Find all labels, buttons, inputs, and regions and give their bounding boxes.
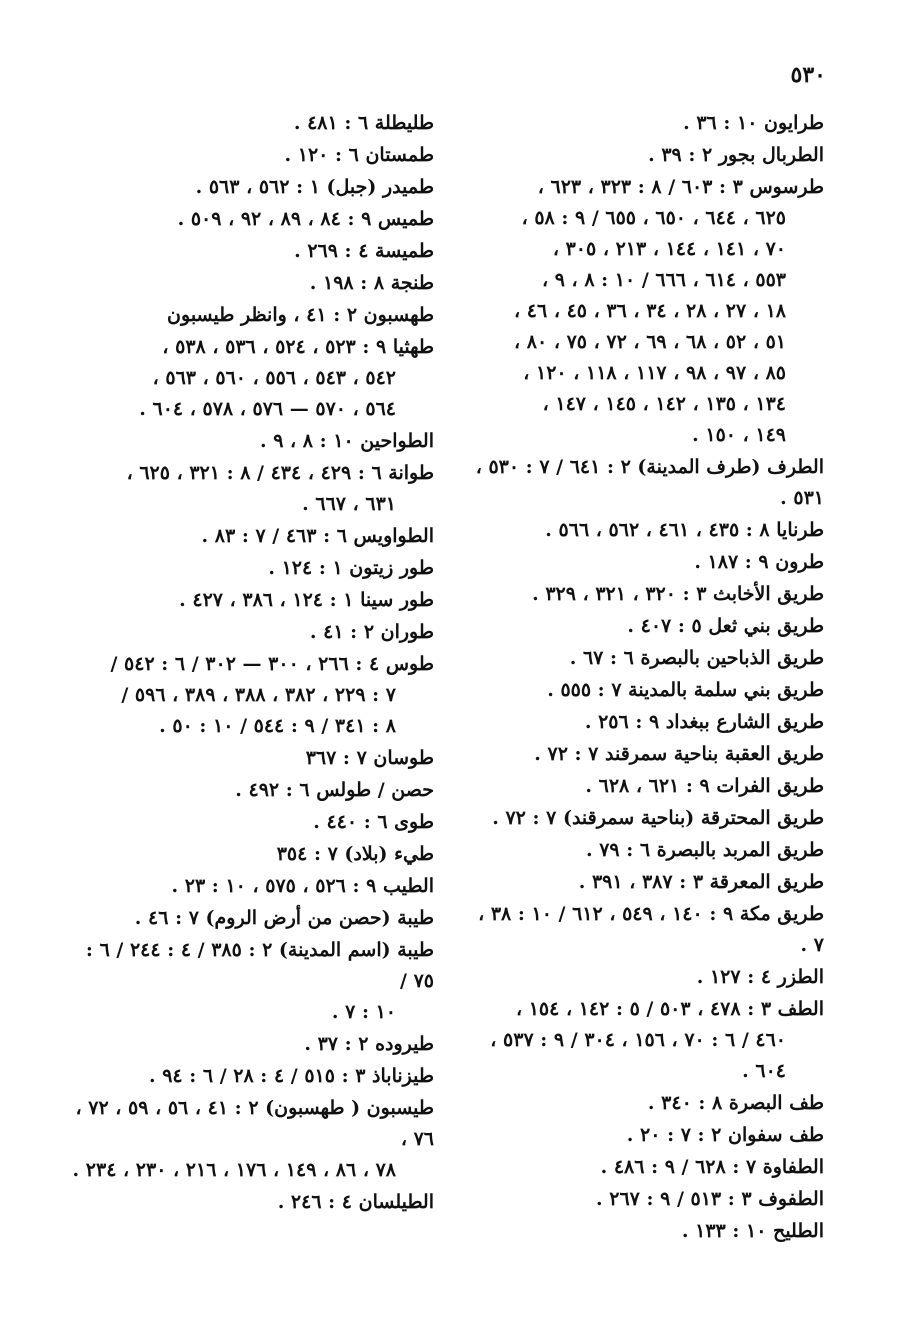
- entry-headline: طريق المربد بالبصرة ٦ : ٧٩ .: [585, 839, 824, 861]
- entry-headline: طوانة ٦ : ٤٢٩ ، ٤٣٤ / ٨ : ٣٢١ ، ٦٢٥ ،: [126, 462, 434, 484]
- index-entry: [69, 1061, 434, 1092]
- entry-headline: الطفوف ٣ : ٥١٣ / ٩ : ٢٦٧ .: [596, 1188, 824, 1210]
- entry-headline: طليطلة ٦ : ٤٨١ .: [293, 112, 434, 134]
- index-entry: [69, 743, 434, 774]
- entry-continuation: ٨ : ٣٤١ / ٩ : ٥٤٤ / ١٠ : ٥٠ .: [159, 715, 396, 737]
- index-entry: [69, 617, 434, 648]
- index-entry: [464, 515, 824, 546]
- index-entry: [464, 140, 824, 171]
- entry-headline: طهثيا ٩ : ٥٢٣ ، ٥٢٤ ، ٥٣٦ ، ٥٣٨ ،: [162, 336, 434, 358]
- index-entry: [464, 611, 824, 642]
- index-entry: [69, 553, 434, 584]
- index-entry: [464, 771, 824, 802]
- index-entry: [464, 675, 824, 706]
- index-entry: [69, 807, 434, 838]
- entry-continuation: ٥٥٣ ، ٦١٤ ، ٦٦٦ / ١٠ : ٨ ، ٩ ،: [541, 269, 786, 291]
- index-entry: [464, 172, 824, 451]
- entry-continuation: ١٤٩ ، ١٥٠ .: [692, 424, 786, 446]
- entry-continuation: ٥٦٤ ، ٥٧٠ — ٥٧٦ ، ٥٧٨ ، ٦٠٤ .: [139, 398, 396, 420]
- entry-headline: الطيب ٩ : ٥٢٦ ، ٥٧٥ ، ١٠ : ٢٣ .: [171, 875, 434, 897]
- entry-headline: طيء (بلاد) ٧ : ٣٥٤: [276, 843, 434, 865]
- entry-headline: طريق الذباحين بالبصرة ٦ : ٦٧ .: [569, 647, 824, 669]
- index-entry: [69, 1187, 434, 1218]
- page-number: ٥٣٠: [790, 62, 826, 88]
- entry-headline: طيروده ٢ : ٣٧ .: [304, 1033, 434, 1055]
- entry-headline: طرسوس ٣ : ٦٠٣ / ٨ : ٣٢٣ ، ٦٢٣ ،: [537, 176, 824, 198]
- index-entry: [69, 172, 434, 203]
- index-entry: [464, 899, 824, 961]
- entry-headline: طوى ٦ : ٤٤٠ .: [313, 811, 434, 833]
- entry-headline: طرنايا ٨ : ٤٣٥ ، ٤٦١ ، ٥٦٢ ، ٥٦٦ .: [545, 519, 824, 541]
- entry-headline: طميس ٩ : ٨٤ ، ٨٩ ، ٩٢ ، ٥٠٩ .: [177, 208, 434, 230]
- index-entry: [69, 871, 434, 902]
- entry-headline: الطواويس ٦ : ٤٦٣ / ٧ : ٨٣ .: [201, 525, 434, 547]
- entry-headline: طريق الشارع ببغداد ٩ : ٢٥٦ .: [584, 711, 824, 733]
- entry-headline: طريق العقبة بناحية سمرقند ٧ : ٧٢ .: [534, 743, 824, 765]
- index-entry: [464, 1088, 824, 1119]
- index-entry: [464, 1152, 824, 1183]
- index-entry: [464, 108, 824, 139]
- entry-headline: طيبة (حصن من أرض الروم) ٧ : ٤٦ .: [134, 907, 434, 929]
- entry-headline: حصن / طولس ٦ : ٤٩٢ .: [235, 779, 434, 801]
- entry-headline: طف البصرة ٨ : ٣٤٠ .: [647, 1092, 824, 1114]
- entry-continuation: ٧٠ ، ١٤١ ، ١٤٤ ، ٢١٣ ، ٣٠٥ ،: [552, 238, 786, 260]
- entry-headline: طيسبون ( طهسبون) ٢ : ٤١ ، ٥٦ ، ٥٩ ، ٧٢ ، ٧٦ ،: [75, 1097, 434, 1150]
- index-entry: [69, 649, 434, 742]
- entry-headline: طميسة ٤ : ٢٦٩ .: [294, 240, 434, 262]
- index-entry: [69, 521, 434, 552]
- entry-headline: الطف ٣ : ٤٧٨ ، ٥٠٣ / ٥ : ١٤٢ ، ١٥٤ ،: [515, 998, 824, 1020]
- entry-headline: طريق بني سلمة بالمدينة ٧ : ٥٥٥ .: [547, 679, 824, 701]
- index-entry: [464, 707, 824, 738]
- entry-headline: طريق بني ثعل ٥ : ٤٠٧ .: [627, 615, 824, 637]
- index-entry: [69, 426, 434, 457]
- entry-headline: الطزر ٤ : ١٢٧ .: [696, 966, 824, 988]
- index-entry: [69, 839, 434, 870]
- entry-headline: طرايون ١٠ : ٣٦ .: [683, 112, 824, 134]
- index-entry: [464, 835, 824, 866]
- index-entry: [464, 739, 824, 770]
- entry-headline: طوسان ٧ : ٣٦٧: [305, 747, 434, 769]
- entry-continuation: ٤٦٠ / ٦ : ٧٠ ، ١٥٦ ، ٣٠٤ / ٩ : ٥٣٧ ، ٦٠٤ .: [490, 1029, 786, 1082]
- index-entry: [69, 935, 434, 1028]
- index-entry: [69, 903, 434, 934]
- entry-headline: طوس ٤ : ٢٦٦ ، ٣٠٠ — ٣٠٢ / ٦ : ٥٤٢ /: [110, 653, 434, 675]
- entry-headline: طيزناباذ ٣ : ٥١٥ / ٤ : ٢٨ / ٦ : ٩٤ .: [148, 1065, 434, 1087]
- index-entry: [464, 994, 824, 1087]
- entry-continuation: ٧ : ٢٢٩ ، ٣٨٢ ، ٣٨٨ ، ٣٨٩ ، ٥٩٦ /: [121, 684, 396, 706]
- entry-headline: الطرف (طرف المدينة) ٢ : ٦٤١ / ٧ : ٥٣٠ ، ٥٣١ .: [475, 456, 824, 509]
- entry-headline: طريق المعرقة ٣ : ٣٨٧ ، ٣٩١ .: [578, 871, 824, 893]
- entry-continuation: ١٨ ، ٢٧ ، ٢٨ ، ٣٤ ، ٣٦ ، ٤٥ ، ٤٦ ،: [514, 300, 786, 322]
- entry-continuation: ٦٣١ ، ٦٦٧ .: [302, 493, 396, 515]
- entry-headline: طمستان ٦ : ١٢٠ .: [284, 144, 434, 166]
- index-entry: [464, 547, 824, 578]
- index-entry: [69, 1093, 434, 1186]
- entry-continuation: ١٣٤ ، ١٣٥ ، ١٤٢ ، ١٤٥ ، ١٤٧ ،: [542, 393, 786, 415]
- entry-headline: طريق الفرات ٩ : ٦٢١ ، ٦٢٨ .: [585, 775, 824, 797]
- entry-headline: طوران ٢ : ٤١ .: [309, 621, 434, 643]
- index-entry: [464, 867, 824, 898]
- index-entry: [69, 204, 434, 235]
- entry-headline: طريق مكة ٩ : ١٤٠ ، ٥٤٩ ، ٦١٢ / ١٠ : ٣٨ ، ٧ .: [478, 903, 824, 956]
- entry-headline: طور سينا ١ : ١٢٤ ، ٣٨٦ ، ٤٢٧ .: [179, 589, 434, 611]
- index-entry: [69, 300, 434, 331]
- entry-headline: الطليح ١٠ : ١٣٣ .: [681, 1220, 824, 1242]
- index-entry: [69, 140, 434, 171]
- entry-headline: طهسبون ٢ : ٤١ ، وانظر طيسبون: [167, 304, 434, 326]
- index-entry: [69, 775, 434, 806]
- entry-headline: طنجة ٨ : ١٩٨ .: [309, 272, 434, 294]
- entry-headline: طميدر (جبل) ١ : ٥٦٢ ، ٥٦٣ .: [195, 176, 434, 198]
- entry-continuation: ٧٨ ، ٨٦ ، ١٤٩ ، ١٧٦ ، ٢١٦ ، ٢٣٠ ، ٢٣٤ .: [72, 1159, 396, 1181]
- index-entry: [464, 452, 824, 514]
- entry-headline: الطيلسان ٤ : ٢٤٦ .: [277, 1191, 434, 1213]
- index-entry: [464, 1184, 824, 1215]
- index-entry: [464, 643, 824, 674]
- index-entry: [464, 803, 824, 834]
- entry-headline: الطربال بجور ٢ : ٣٩ .: [648, 144, 824, 166]
- entry-continuation: ٦٢٥ ، ٦٤٤ ، ٦٥٠ ، ٦٥٥ / ٩ : ٥٨ ،: [521, 207, 786, 229]
- index-entry: [464, 579, 824, 610]
- entry-headline: الطفاوة ٧ : ٦٢٨ / ٩ : ٤٨٦ .: [600, 1156, 824, 1178]
- entry-continuation: ٨٥ ، ٩٧ ، ٩٨ ، ١١٧ ، ١١٨ ، ١٢٠ ،: [523, 362, 786, 384]
- entry-headline: طريق المحترقة (بناحية سمرقند) ٧ : ٧٢ .: [492, 807, 824, 829]
- index-entry: [464, 1216, 824, 1247]
- entry-headline: طرون ٩ : ١٨٧ .: [694, 551, 824, 573]
- entry-continuation: ١٠ : ٧ .: [331, 1001, 396, 1023]
- index-entry: [69, 1029, 434, 1060]
- index-entry: [69, 268, 434, 299]
- index-entry: [69, 108, 434, 139]
- index-entry: [69, 585, 434, 616]
- index-column-right: [464, 108, 824, 1248]
- entry-headline: طيبة (اسم المدينة) ٢ : ٣٨٥ / ٤ : ٢٤٤ / ٦ : ٧٥ /: [85, 939, 434, 992]
- index-entry: [464, 1120, 824, 1151]
- index-entry: [69, 332, 434, 425]
- entry-headline: طف سفوان ٢ : ٧ : ٢٠ .: [626, 1124, 824, 1146]
- entry-headline: طريق الأخابث ٣ : ٣٢٠ ، ٣٢١ ، ٣٢٩ .: [532, 583, 824, 605]
- entry-headline: طور زيتون ١ : ١٢٤ .: [268, 557, 434, 579]
- index-entry: [69, 236, 434, 267]
- entry-continuation: ٥١ ، ٥٢ ، ٦٨ ، ٦٩ ، ٧٢ ، ٧٥ ، ٨٠ ،: [514, 331, 786, 353]
- entry-continuation: ٥٤٢ ، ٥٤٣ ، ٥٥٦ ، ٥٦٠ ، ٥٦٣ ،: [152, 367, 396, 389]
- index-entry: [69, 458, 434, 520]
- index-column-left: [69, 108, 434, 1219]
- entry-headline: الطواحين ١٠ : ٨ ، ٩ .: [259, 430, 434, 452]
- index-entry: [464, 962, 824, 993]
